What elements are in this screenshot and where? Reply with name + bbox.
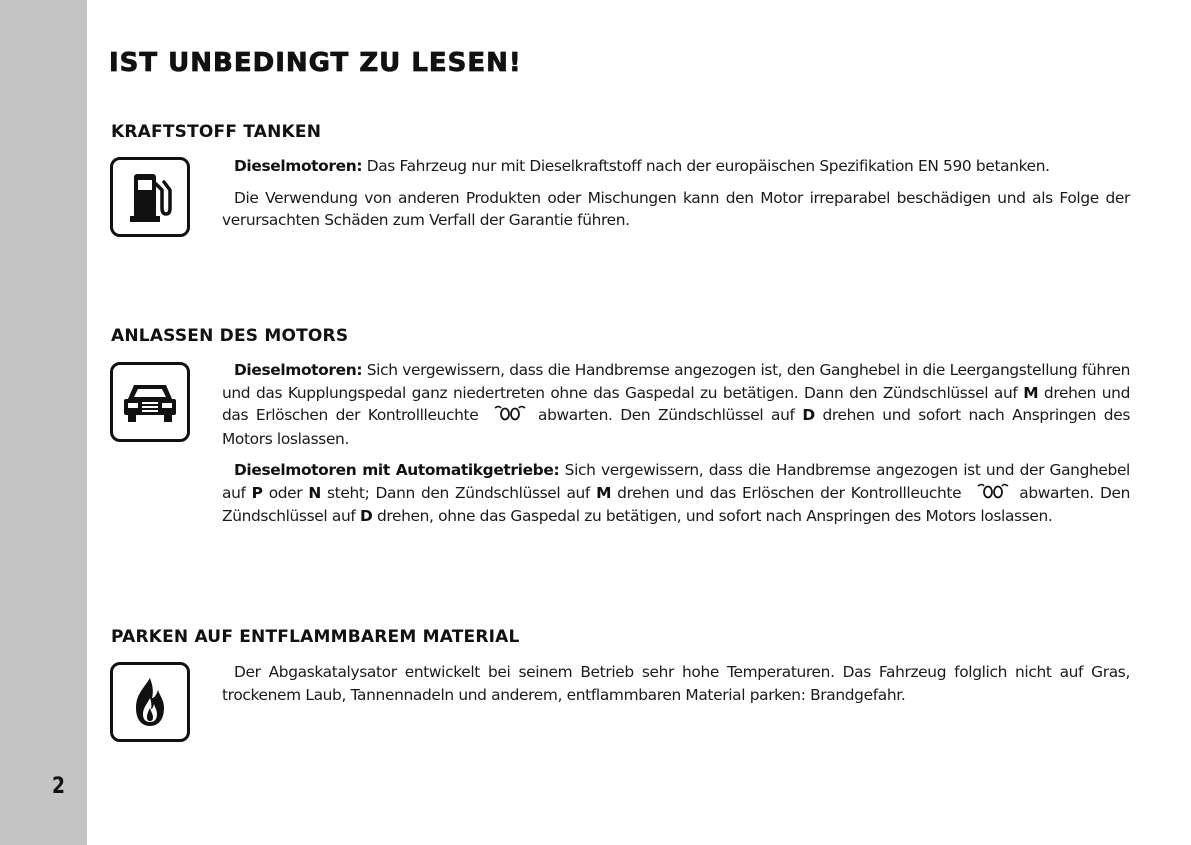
section-body-fuel bbox=[222, 155, 1130, 241]
page-title: IST UNBEDINGT ZU LESEN! bbox=[109, 48, 522, 78]
car-front-icon bbox=[110, 362, 190, 442]
lead-text: Dieselmotoren mit Automatikgetriebe: bbox=[234, 461, 560, 479]
page-margin-bar bbox=[0, 0, 87, 845]
lead-text: Dieselmotoren: bbox=[234, 361, 363, 379]
lead-text: Dieselmotoren: bbox=[234, 157, 363, 175]
section-body-parking bbox=[222, 661, 1130, 715]
paragraph: Dieselmotoren: Sich vergewissern, dass die Handbremse angezogen ist, den Ganghebel in die Leergangstellung führen und das Kupplungspedal ganz niedertreten ohne das Gaspedal zu betätigen. Dann den Zündschlüssel auf M drehen und das Erlöschen der Kontrollleuchte abwarten. Den Zündschlüssel auf D drehen und sofort nach Anspringen des Motors loslassen. bbox=[222, 361, 1131, 448]
glow-plug-icon bbox=[964, 483, 1010, 506]
paragraph-text: Die Verwendung von anderen Produkten oder Mischungen kann den Motor irreparabel beschädigen und als Folge der verursachten Schäden zum Verfall der Garantie führen. bbox=[222, 188, 1130, 229]
fuel-pump-icon bbox=[110, 157, 190, 237]
section-heading-fuel: KRAFTSTOFF TANKEN bbox=[111, 122, 322, 142]
glow-plug-icon bbox=[481, 405, 527, 428]
flame-icon bbox=[110, 662, 190, 742]
section-heading-engine-start: ANLASSEN DES MOTORS bbox=[111, 326, 349, 346]
paragraph-text: Das Fahrzeug nur mit Dieselkraftstoff nach der europäischen Spezifikation EN 590 betanken. bbox=[362, 157, 1050, 175]
paragraph bbox=[222, 155, 1130, 178]
section-body-engine-start bbox=[222, 359, 1130, 537]
paragraph-text: Der Abgaskatalysator entwickelt bei seinem Betrieb sehr hohe Temperaturen. Das Fahrzeug folglich nicht auf Gras, trockenem Laub, Tannennadeln und anderem, entflammbaren Material parken: Brandgefahr. bbox=[222, 663, 1130, 704]
page-number: 2 bbox=[52, 774, 65, 799]
paragraph bbox=[222, 187, 1130, 232]
paragraph: Dieselmotoren mit Automatikgetriebe: Sich vergewissern, dass die Handbremse angezogen ist und der Ganghebel auf P oder N steht; Dann den Zündschlüssel auf M drehen und das Erlöschen der Kontrollleuchte abwarten. Den Zündschlüssel auf D drehen, ohne das Gaspedal zu betätigen, und sofort nach Anspringen des Motors loslassen. bbox=[222, 461, 1130, 525]
section-heading-parking: PARKEN AUF ENTFLAMMBAREM MATERIAL bbox=[111, 627, 520, 647]
paragraph bbox=[222, 661, 1130, 706]
